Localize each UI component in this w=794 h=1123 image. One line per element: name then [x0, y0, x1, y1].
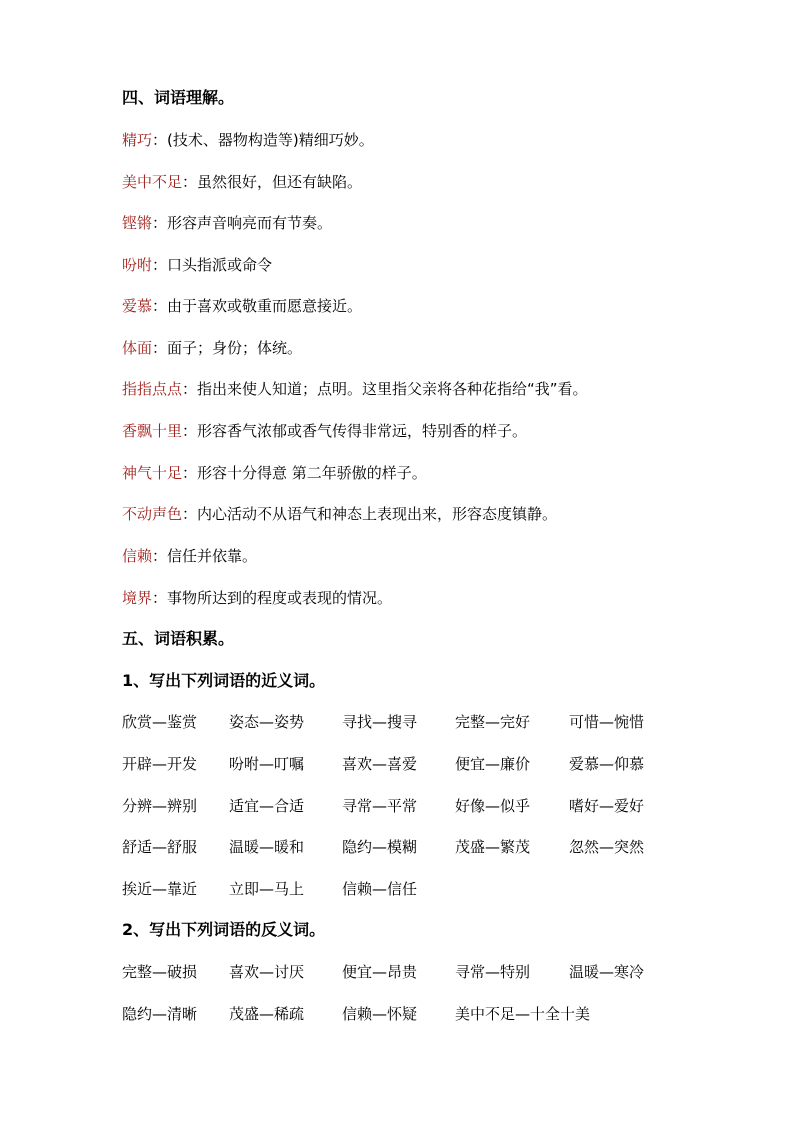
- definition-entry: [122, 504, 557, 524]
- antonym-pair: 美中不足—十全十美: [455, 1005, 591, 1023]
- synonym-pair: 寻找—搜寻: [342, 713, 418, 731]
- definition-term: 不动声色: [122, 505, 183, 523]
- synonym-pair: 隐约—模糊: [342, 838, 418, 856]
- antonym-pair: 隐约—清晰: [122, 1005, 198, 1023]
- synonym-pair: 欣赏—鉴赏: [122, 713, 198, 731]
- synonym-pair: 便宜—廉价: [455, 755, 531, 773]
- synonym-pair: 适宜—合适: [229, 797, 305, 815]
- definition-entry: [122, 172, 362, 192]
- synonym-pair: 好像—似乎: [455, 797, 531, 815]
- synonym-pair: 挨近—靠近: [122, 880, 198, 898]
- definition-entry: [122, 588, 392, 608]
- definition-term: 美中不足: [122, 173, 183, 191]
- antonym-pair: 温暖—寒冷: [569, 963, 645, 981]
- synonym-pair: 茂盛—繁茂: [455, 838, 531, 856]
- definition-text: ：形容香气浓郁或香气传得非常远，特别香的样子。: [182, 422, 528, 440]
- definition-entry: [122, 130, 374, 150]
- definition-term: 体面: [122, 339, 153, 357]
- definition-term: 香飘十里: [122, 422, 183, 440]
- synonym-pair: 吩咐—叮嘱: [229, 755, 305, 773]
- section5-heading: 五、词语积累。: [122, 629, 235, 648]
- definition-term: 信赖: [122, 547, 153, 565]
- antonym-pair: 便宜—昂贵: [342, 963, 418, 981]
- definition-text: ：由于喜欢或敬重而愿意接近。: [152, 297, 363, 315]
- definition-term: 吩咐: [122, 256, 153, 274]
- synonym-pair: 喜欢—喜爱: [342, 755, 418, 773]
- definition-text: ：口头指派或命令: [152, 256, 273, 274]
- definition-text: ：(技术、器物构造等)精细巧妙。: [152, 131, 374, 149]
- definition-text: ：形容十分得意 第二年骄傲的样子。: [182, 464, 427, 482]
- synonyms-heading: 1、写出下列词语的近义词。: [122, 671, 326, 690]
- definition-text: ：形容声音响亮而有节奏。: [152, 214, 333, 232]
- definition-entry: [122, 463, 427, 483]
- definition-text: ：信任并依靠。: [152, 547, 258, 565]
- definition-text: ：虽然很好，但还有缺陷。: [182, 173, 363, 191]
- synonym-pair: 温暖—暖和: [229, 838, 305, 856]
- antonym-pair: 完整—破损: [122, 963, 198, 981]
- definition-term: 精巧: [122, 131, 153, 149]
- definition-entry: [122, 338, 302, 358]
- antonym-pair: 信赖—怀疑: [342, 1005, 418, 1023]
- synonym-pair: 立即—马上: [229, 880, 305, 898]
- synonym-pair: 姿态—姿势: [229, 713, 305, 731]
- synonym-pair: 舒适—舒服: [122, 838, 198, 856]
- antonym-pair: 寻常—特别: [455, 963, 531, 981]
- synonym-pair: 爱慕—仰慕: [569, 755, 645, 773]
- definition-term: 神气十足: [122, 464, 183, 482]
- definition-text: ：事物所达到的程度或表现的情况。: [152, 589, 393, 607]
- definition-term: 指指点点: [122, 380, 183, 398]
- synonym-pair: 信赖—信任: [342, 880, 418, 898]
- synonym-pair: 嗜好—爱好: [569, 797, 645, 815]
- synonym-pair: 寻常—平常: [342, 797, 418, 815]
- antonyms-heading: 2、写出下列词语的反义词。: [122, 920, 326, 939]
- synonym-pair: 开辟—开发: [122, 755, 198, 773]
- synonym-pair: 分辨—辨别: [122, 797, 198, 815]
- definition-entry: [122, 546, 257, 566]
- definition-text: ：面子；身份；体统。: [152, 339, 303, 357]
- definition-entry: [122, 296, 362, 316]
- definition-term: 境界: [122, 589, 153, 607]
- synonym-pair: 完整—完好: [455, 713, 531, 731]
- definition-entry: [122, 255, 272, 275]
- definition-entry: [122, 421, 527, 441]
- definition-text: ：指出来使人知道；点明。这里指父亲将各种花指给“我”看。: [182, 380, 588, 398]
- antonym-pair: 喜欢—讨厌: [229, 963, 305, 981]
- definition-term: 爱慕: [122, 297, 153, 315]
- definition-text: ：内心活动不从语气和神态上表现出来，形容态度镇静。: [182, 505, 558, 523]
- synonym-pair: 可惜—惋惜: [569, 713, 645, 731]
- synonym-pair: 忽然—突然: [569, 838, 645, 856]
- antonym-pair: 茂盛—稀疏: [229, 1005, 305, 1023]
- section4-heading: 四、词语理解。: [122, 88, 235, 107]
- definition-entry: [122, 213, 332, 233]
- definition-term: 铿锵: [122, 214, 153, 232]
- definition-entry: [122, 379, 588, 399]
